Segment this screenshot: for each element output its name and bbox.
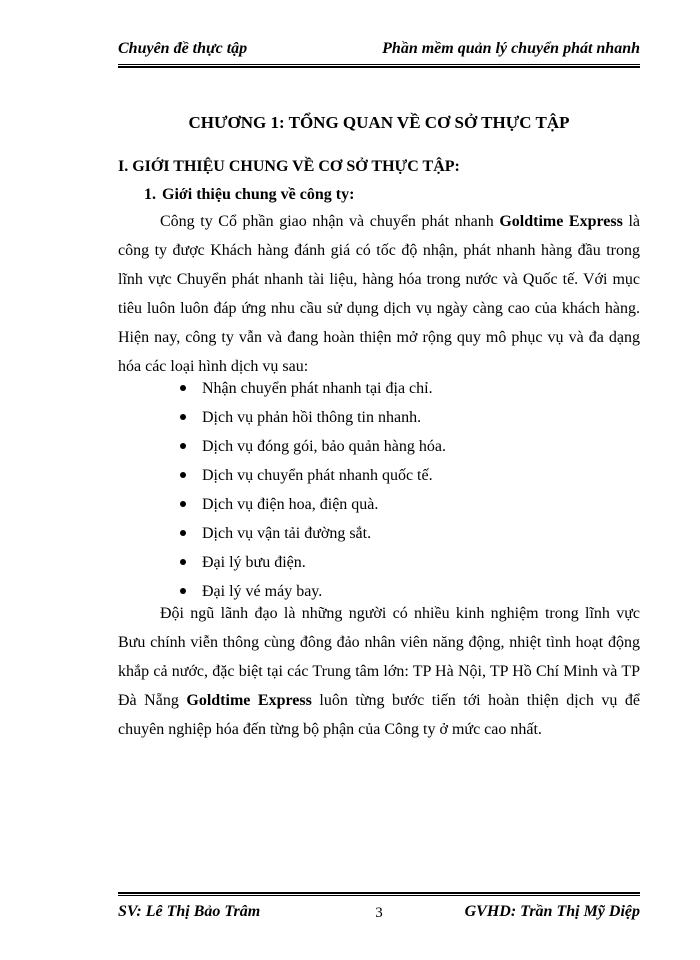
page-footer	[118, 895, 640, 926]
section-heading: I. GIỚI THIỆU CHUNG VỀ CƠ SỞ THỰC TẬP:	[118, 158, 460, 175]
page-header	[118, 36, 640, 65]
services-list	[178, 374, 446, 606]
service-label: Nhận chuyển phát nhanh tại địa chỉ.	[202, 380, 433, 397]
list-item	[178, 461, 446, 490]
service-label: Đại lý bưu điện.	[202, 554, 306, 571]
footer-student-name: SV: Lê Thị Bảo Trâm	[118, 903, 261, 920]
bullet-icon	[180, 385, 186, 391]
header-document-type: Chuyên đề thực tập	[118, 40, 248, 57]
bullet-icon	[180, 414, 186, 420]
list-item	[178, 432, 446, 461]
header-document-topic: Phần mềm quản lý chuyển phát nhanh	[382, 40, 640, 57]
bullet-icon	[180, 588, 186, 594]
company-intro-paragraph	[118, 207, 640, 381]
list-item	[178, 403, 446, 432]
footer-supervisor-name: GVHD: Trần Thị Mỹ Diệp	[464, 903, 640, 920]
chapter-title: CHƯƠNG 1: TỔNG QUAN VỀ CƠ SỞ THỰC TẬP	[188, 113, 570, 132]
paragraph-text: Đội ngũ lãnh đạo là những người có nhiều kinh nghiệm trong lĩnh vực Bưu chính viễn thông cùng đông đảo nhân viên năng động, nhiệt tình hoạt động khắp cả nước, đặc biệt tại các Trung tâm lớn: TP Hà Nội, TP Hồ Chí Minh và TP Đà Nẵng	[118, 605, 640, 709]
leadership-paragraph	[118, 599, 640, 744]
subsection-title: Giới thiệu chung về công ty:	[162, 186, 355, 203]
service-label: Dịch vụ phản hồi thông tin nhanh.	[202, 409, 422, 426]
bullet-icon	[180, 443, 186, 449]
paragraph-text: Công ty Cổ phần giao nhận và chuyển phát nhanh	[160, 213, 500, 230]
service-label: Dịch vụ vận tải đường sắt.	[202, 525, 372, 542]
service-label: Đại lý vé máy bay.	[202, 583, 323, 600]
paragraph-text: là công ty được Khách hàng đánh giá có tốc độ nhận, phát nhanh hàng đầu trong lĩnh vực Chuyển phát nhanh tài liệu, hàng hóa trong nước và Quốc tế. Với mục tiêu luôn luôn đáp ứng nhu cầu sử dụng dịch vụ ngày càng cao của khách hàng. Hiện nay, công ty vẫn và đang hoàn thiện mở rộng quy mô phục vụ và đa dạng hóa các loại hình dịch vụ sau:	[118, 213, 640, 375]
bullet-icon	[180, 530, 186, 536]
company-name: Goldtime Express	[499, 213, 623, 230]
bullet-icon	[180, 501, 186, 507]
service-label: Dịch vụ chuyển phát nhanh quốc tế.	[202, 467, 433, 484]
subsection-heading	[144, 186, 354, 204]
bullet-icon	[180, 472, 186, 478]
subsection-number: 1.	[144, 186, 156, 203]
paragraph-text: luôn từng bước tiến tới hoàn thiện dịch vụ để chuyên nghiệp hóa đến từng bộ phận của Công ty ở mức cao nhất.	[118, 692, 641, 738]
page-number: 3	[375, 905, 383, 921]
list-item	[178, 490, 446, 519]
list-item	[178, 548, 446, 577]
list-item	[178, 374, 446, 403]
company-name: Goldtime Express	[186, 692, 312, 709]
service-label: Dịch vụ đóng gói, bảo quản hàng hóa.	[202, 438, 446, 455]
list-item	[178, 519, 446, 548]
service-label: Dịch vụ điện hoa, điện quà.	[202, 496, 379, 513]
bullet-icon	[180, 559, 186, 565]
